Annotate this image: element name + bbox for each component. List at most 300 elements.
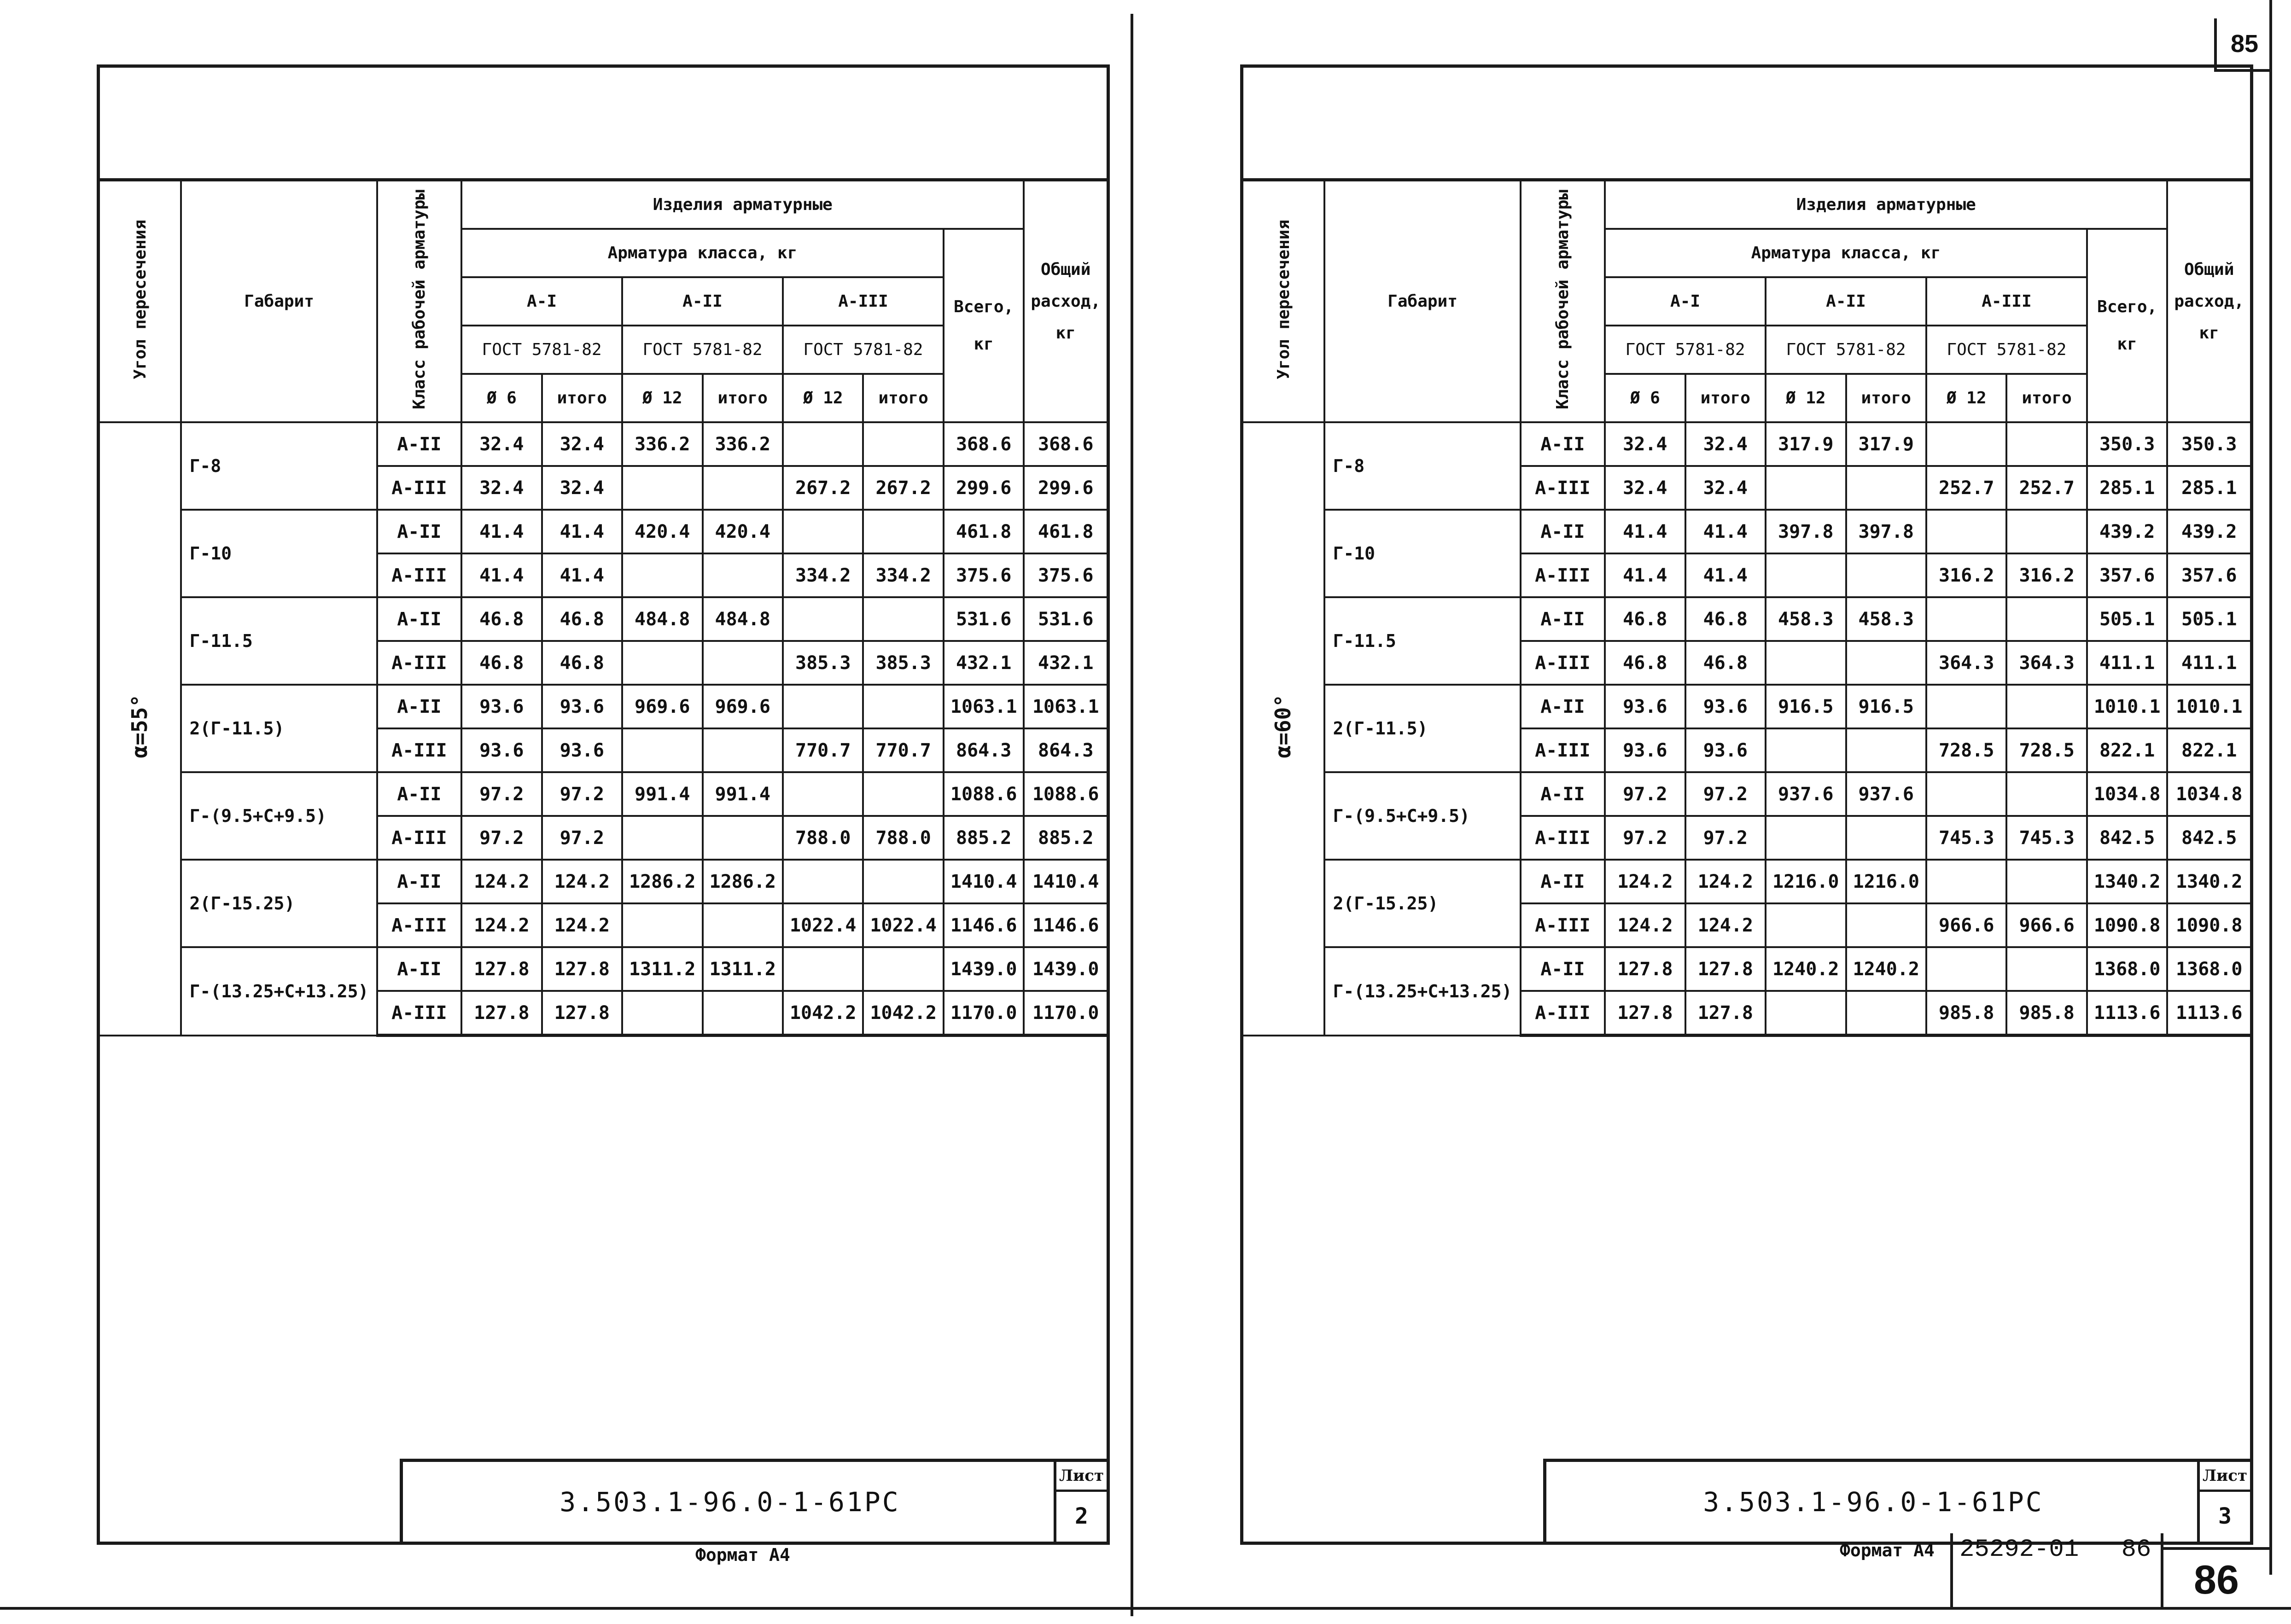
value-cell xyxy=(1766,903,1846,947)
value-cell: 127.8 xyxy=(1685,947,1766,991)
value-cell xyxy=(863,422,943,466)
value-cell: 93.6 xyxy=(1685,728,1766,772)
value-cell: 985.8 xyxy=(2006,991,2087,1036)
page-number-bottom: 86 xyxy=(2163,1547,2269,1610)
table-row xyxy=(100,860,1107,903)
header-sub: Ø 12 xyxy=(622,374,702,422)
header-obshiy-line1: Общий xyxy=(2184,260,2234,279)
table-row xyxy=(100,772,1107,816)
value-cell: 1368.0 xyxy=(2167,947,2250,991)
value-cell: 97.2 xyxy=(1685,772,1766,816)
class-cell: А-II xyxy=(1521,597,1605,641)
value-cell: 916.5 xyxy=(1846,685,1926,728)
value-cell: 124.2 xyxy=(1685,860,1766,903)
value-cell: 357.6 xyxy=(2087,553,2168,597)
value-cell: 41.4 xyxy=(461,553,542,597)
value-cell: 1439.0 xyxy=(1024,947,1107,991)
value-cell: 788.0 xyxy=(783,816,863,860)
value-cell: 842.5 xyxy=(2087,816,2168,860)
value-cell: 32.4 xyxy=(461,422,542,466)
value-cell xyxy=(703,641,783,685)
value-cell: 505.1 xyxy=(2167,597,2250,641)
value-cell: 1088.6 xyxy=(944,772,1024,816)
class-cell: А-III xyxy=(377,466,461,510)
archive-code xyxy=(1959,1536,2151,1564)
value-cell: 1063.1 xyxy=(1024,685,1107,728)
sheet-label: Лист xyxy=(1056,1462,1107,1492)
header-obshiy-line1: Общий xyxy=(1041,260,1091,279)
value-cell: 124.2 xyxy=(461,903,542,947)
value-cell: 531.6 xyxy=(944,597,1024,641)
value-cell: 531.6 xyxy=(1024,597,1107,641)
spec-table-left xyxy=(100,178,1107,1037)
value-cell: 1410.4 xyxy=(1024,860,1107,903)
value-cell: 46.8 xyxy=(1605,597,1685,641)
value-cell: 916.5 xyxy=(1766,685,1846,728)
header-vsego xyxy=(944,229,1024,422)
value-cell: 127.8 xyxy=(1685,991,1766,1036)
header-sub: итого xyxy=(2006,374,2087,422)
value-cell: 124.2 xyxy=(1605,860,1685,903)
value-cell: 364.3 xyxy=(2006,641,2087,685)
value-cell: 1216.0 xyxy=(1846,860,1926,903)
header-obshiy-line2: расход, xyxy=(2174,292,2244,311)
class-cell: А-II xyxy=(1521,772,1605,816)
value-cell xyxy=(622,728,702,772)
value-cell: 420.4 xyxy=(703,510,783,553)
header-class-col: А-II xyxy=(1766,277,1926,326)
header-class-text: Класс рабочей арматуры xyxy=(409,189,429,409)
value-cell: 969.6 xyxy=(622,685,702,728)
value-cell xyxy=(2006,597,2087,641)
header-vsego-text: Всего, xyxy=(2097,297,2157,316)
value-cell: 350.3 xyxy=(2167,422,2250,466)
header-armatura: Арматура класса, кг xyxy=(461,229,944,277)
value-cell xyxy=(1846,641,1926,685)
value-cell: 127.8 xyxy=(542,991,622,1036)
value-cell: 1146.6 xyxy=(944,903,1024,947)
value-cell: 745.3 xyxy=(2006,816,2087,860)
table-body xyxy=(1243,422,2250,1036)
value-cell: 1146.6 xyxy=(1024,903,1107,947)
class-cell: А-III xyxy=(377,553,461,597)
value-cell xyxy=(1766,641,1846,685)
value-cell: 97.2 xyxy=(542,816,622,860)
value-cell xyxy=(703,466,783,510)
header-gabarit: Габарит xyxy=(1324,180,1520,423)
value-cell xyxy=(1766,553,1846,597)
sheet-header-blank xyxy=(1243,68,2250,178)
value-cell: 1090.8 xyxy=(2087,903,2168,947)
value-cell: 1286.2 xyxy=(703,860,783,903)
sheet-number-box xyxy=(2197,1462,2250,1542)
archive-page: 86 xyxy=(2121,1536,2151,1564)
class-cell: А-II xyxy=(377,510,461,553)
value-cell: 788.0 xyxy=(863,816,943,860)
right-frame-line xyxy=(2269,0,2272,1575)
header-angle xyxy=(1243,180,1324,423)
value-cell: 124.2 xyxy=(1685,903,1766,947)
value-cell: 1034.8 xyxy=(2167,772,2250,816)
value-cell: 966.6 xyxy=(1926,903,2006,947)
title-block xyxy=(1543,1459,2250,1542)
value-cell: 385.3 xyxy=(783,641,863,685)
value-cell xyxy=(1846,903,1926,947)
header-class xyxy=(377,180,461,423)
value-cell: 32.4 xyxy=(1605,422,1685,466)
sheet-header-blank xyxy=(100,68,1107,178)
header-vsego xyxy=(2087,229,2168,422)
value-cell: 458.3 xyxy=(1766,597,1846,641)
value-cell: 991.4 xyxy=(622,772,702,816)
value-cell xyxy=(1926,772,2006,816)
doc-code: 3.503.1-96.0-1-61РС xyxy=(560,1486,900,1518)
value-cell: 93.6 xyxy=(461,728,542,772)
value-cell: 1170.0 xyxy=(1024,991,1107,1036)
value-cell: 41.4 xyxy=(1605,510,1685,553)
angle-label: α=60° xyxy=(1271,694,1296,758)
header-obshiy-line2: расход, xyxy=(1031,292,1101,311)
value-cell: 1042.2 xyxy=(783,991,863,1036)
value-cell xyxy=(622,991,702,1036)
value-cell: 124.2 xyxy=(1605,903,1685,947)
value-cell xyxy=(1926,510,2006,553)
class-cell: А-II xyxy=(1521,510,1605,553)
gabarit-cell: Г-8 xyxy=(181,422,377,510)
header-obshiy-unit: кг xyxy=(2199,324,2219,343)
value-cell xyxy=(2006,772,2087,816)
class-cell: А-III xyxy=(1521,728,1605,772)
header-class-col: А-II xyxy=(622,277,783,326)
class-cell: А-II xyxy=(377,860,461,903)
value-cell: 46.8 xyxy=(1685,597,1766,641)
header-vsego-unit: кг xyxy=(2117,335,2137,354)
value-cell xyxy=(1926,947,2006,991)
value-cell: 32.4 xyxy=(1685,422,1766,466)
class-cell: А-II xyxy=(1521,860,1605,903)
header-class-col: А-III xyxy=(1926,277,2087,326)
value-cell: 885.2 xyxy=(1024,816,1107,860)
value-cell: 505.1 xyxy=(2087,597,2168,641)
value-cell xyxy=(703,728,783,772)
value-cell: 334.2 xyxy=(783,553,863,597)
value-cell: 461.8 xyxy=(1024,510,1107,553)
value-cell: 368.6 xyxy=(1024,422,1107,466)
value-cell: 41.4 xyxy=(542,510,622,553)
center-divider xyxy=(1131,14,1133,1616)
value-cell: 439.2 xyxy=(2167,510,2250,553)
class-cell: А-II xyxy=(1521,422,1605,466)
sheet-number: 3 xyxy=(2218,1503,2232,1529)
value-cell: 458.3 xyxy=(1846,597,1926,641)
value-cell: 127.8 xyxy=(1605,947,1685,991)
value-cell xyxy=(783,685,863,728)
value-cell: 484.8 xyxy=(703,597,783,641)
value-cell: 1340.2 xyxy=(2087,860,2168,903)
value-cell: 46.8 xyxy=(461,597,542,641)
value-cell: 885.2 xyxy=(944,816,1024,860)
value-cell: 745.3 xyxy=(1926,816,2006,860)
value-cell: 439.2 xyxy=(2087,510,2168,553)
value-cell: 937.6 xyxy=(1766,772,1846,816)
value-cell: 822.1 xyxy=(2087,728,2168,772)
table-row xyxy=(1243,772,2250,816)
gabarit-cell: Г-10 xyxy=(181,510,377,597)
value-cell xyxy=(703,553,783,597)
value-cell: 32.4 xyxy=(1685,466,1766,510)
value-cell: 299.6 xyxy=(1024,466,1107,510)
value-cell: 1010.1 xyxy=(2087,685,2168,728)
header-class-col: А-III xyxy=(783,277,944,326)
value-cell: 93.6 xyxy=(1685,685,1766,728)
class-cell: А-III xyxy=(1521,641,1605,685)
value-cell xyxy=(783,772,863,816)
table-row xyxy=(100,947,1107,991)
value-cell: 93.6 xyxy=(542,728,622,772)
value-cell: 32.4 xyxy=(542,422,622,466)
value-cell: 385.3 xyxy=(863,641,943,685)
class-cell: А-II xyxy=(1521,947,1605,991)
value-cell: 41.4 xyxy=(542,553,622,597)
value-cell: 397.8 xyxy=(1846,510,1926,553)
angle-label: α=55° xyxy=(127,694,152,758)
value-cell: 93.6 xyxy=(1605,685,1685,728)
value-cell: 46.8 xyxy=(1605,641,1685,685)
value-cell xyxy=(622,903,702,947)
header-gost: ГОСТ 5781-82 xyxy=(783,326,944,374)
header-gost: ГОСТ 5781-82 xyxy=(1605,326,1766,374)
value-cell: 985.8 xyxy=(1926,991,2006,1036)
header-sub: итого xyxy=(703,374,783,422)
value-cell xyxy=(1766,991,1846,1036)
sheet-number: 2 xyxy=(1075,1503,1088,1529)
value-cell: 728.5 xyxy=(1926,728,2006,772)
value-cell: 842.5 xyxy=(2167,816,2250,860)
value-cell: 1010.1 xyxy=(2167,685,2250,728)
header-vsego-text: Всего, xyxy=(954,297,1014,316)
gabarit-cell: 2(Г-15.25) xyxy=(1324,860,1520,947)
value-cell: 1034.8 xyxy=(2087,772,2168,816)
header-sub: Ø 12 xyxy=(1926,374,2006,422)
title-block xyxy=(400,1459,1107,1542)
value-cell: 432.1 xyxy=(1024,641,1107,685)
value-cell: 937.6 xyxy=(1846,772,1926,816)
value-cell xyxy=(1846,728,1926,772)
value-cell: 46.8 xyxy=(542,641,622,685)
header-class xyxy=(1521,180,1605,423)
class-cell: А-III xyxy=(377,728,461,772)
header-class-col: А-I xyxy=(1605,277,1766,326)
value-cell: 411.1 xyxy=(2087,641,2168,685)
value-cell: 267.2 xyxy=(783,466,863,510)
header-sub: Ø 6 xyxy=(1605,374,1685,422)
value-cell: 969.6 xyxy=(703,685,783,728)
header-angle xyxy=(100,180,181,423)
value-cell: 32.4 xyxy=(542,466,622,510)
value-cell xyxy=(863,860,943,903)
value-cell xyxy=(863,597,943,641)
value-cell xyxy=(1926,597,2006,641)
value-cell: 411.1 xyxy=(2167,641,2250,685)
angle-cell xyxy=(100,422,181,1036)
value-cell: 46.8 xyxy=(461,641,542,685)
value-cell: 46.8 xyxy=(1685,641,1766,685)
value-cell: 966.6 xyxy=(2006,903,2087,947)
value-cell: 285.1 xyxy=(2087,466,2168,510)
header-angle-text: Угол пересечения xyxy=(1274,219,1293,379)
table-body xyxy=(100,422,1107,1036)
value-cell xyxy=(783,860,863,903)
value-cell xyxy=(622,816,702,860)
value-cell xyxy=(1846,553,1926,597)
class-cell: А-III xyxy=(377,641,461,685)
table-header xyxy=(100,180,1107,423)
value-cell: 41.4 xyxy=(1685,510,1766,553)
value-cell: 93.6 xyxy=(1605,728,1685,772)
angle-cell xyxy=(1243,422,1324,1036)
value-cell: 317.9 xyxy=(1766,422,1846,466)
value-cell: 432.1 xyxy=(944,641,1024,685)
class-cell: А-II xyxy=(377,947,461,991)
header-gost: ГОСТ 5781-82 xyxy=(461,326,622,374)
value-cell xyxy=(703,816,783,860)
value-cell xyxy=(2006,422,2087,466)
value-cell: 336.2 xyxy=(622,422,702,466)
value-cell xyxy=(1926,422,2006,466)
value-cell: 368.6 xyxy=(944,422,1024,466)
value-cell: 32.4 xyxy=(461,466,542,510)
header-izdeliya: Изделия арматурные xyxy=(461,180,1024,229)
value-cell: 46.8 xyxy=(542,597,622,641)
value-cell xyxy=(1846,816,1926,860)
header-armatura: Арматура класса, кг xyxy=(1605,229,2087,277)
gabarit-cell: Г-(13.25+С+13.25) xyxy=(1324,947,1520,1036)
class-cell: А-III xyxy=(1521,991,1605,1036)
value-cell: 350.3 xyxy=(2087,422,2168,466)
value-cell: 375.6 xyxy=(1024,553,1107,597)
class-cell: А-II xyxy=(377,772,461,816)
class-cell: А-II xyxy=(377,685,461,728)
value-cell xyxy=(622,641,702,685)
value-cell: 1311.2 xyxy=(622,947,702,991)
value-cell: 97.2 xyxy=(542,772,622,816)
header-sub: итого xyxy=(863,374,943,422)
value-cell: 822.1 xyxy=(2167,728,2250,772)
value-cell: 124.2 xyxy=(461,860,542,903)
table-row xyxy=(100,510,1107,553)
value-cell: 1088.6 xyxy=(1024,772,1107,816)
value-cell: 267.2 xyxy=(863,466,943,510)
header-gabarit: Габарит xyxy=(181,180,377,423)
class-cell: А-II xyxy=(1521,685,1605,728)
value-cell: 420.4 xyxy=(622,510,702,553)
table-header xyxy=(1243,180,2250,423)
value-cell: 1311.2 xyxy=(703,947,783,991)
class-cell: А-III xyxy=(1521,553,1605,597)
header-sub: итого xyxy=(1846,374,1926,422)
value-cell xyxy=(703,991,783,1036)
sheet-label: Лист xyxy=(2200,1462,2250,1492)
value-cell: 97.2 xyxy=(1605,772,1685,816)
value-cell: 1240.2 xyxy=(1846,947,1926,991)
header-obshiy xyxy=(1024,180,1107,423)
class-cell: А-III xyxy=(1521,816,1605,860)
header-class-col: А-I xyxy=(461,277,622,326)
value-cell: 770.7 xyxy=(783,728,863,772)
value-cell: 285.1 xyxy=(2167,466,2250,510)
page-number-top: 85 xyxy=(2214,18,2272,72)
value-cell xyxy=(1926,685,2006,728)
value-cell: 316.2 xyxy=(2006,553,2087,597)
value-cell xyxy=(863,772,943,816)
table-row xyxy=(1243,947,2250,991)
value-cell: 299.6 xyxy=(944,466,1024,510)
value-cell xyxy=(783,947,863,991)
value-cell: 97.2 xyxy=(461,816,542,860)
value-cell: 127.8 xyxy=(542,947,622,991)
class-cell: А-III xyxy=(1521,466,1605,510)
header-gost: ГОСТ 5781-82 xyxy=(1766,326,1926,374)
value-cell xyxy=(1766,466,1846,510)
value-cell: 397.8 xyxy=(1766,510,1846,553)
value-cell: 1286.2 xyxy=(622,860,702,903)
value-cell: 991.4 xyxy=(703,772,783,816)
header-gost: ГОСТ 5781-82 xyxy=(622,326,783,374)
value-cell xyxy=(783,597,863,641)
format-label-left: Формат А4 xyxy=(695,1545,790,1565)
class-cell: А-III xyxy=(377,816,461,860)
value-cell xyxy=(863,947,943,991)
table-row xyxy=(1243,860,2250,903)
value-cell: 1170.0 xyxy=(944,991,1024,1036)
value-cell: 1090.8 xyxy=(2167,903,2250,947)
value-cell: 97.2 xyxy=(1685,816,1766,860)
table-row xyxy=(1243,510,2250,553)
header-sub: Ø 12 xyxy=(1766,374,1846,422)
gabarit-cell: Г-11.5 xyxy=(1324,597,1520,685)
spec-table-right xyxy=(1243,178,2250,1037)
value-cell xyxy=(783,422,863,466)
header-sub: Ø 6 xyxy=(461,374,542,422)
value-cell: 127.8 xyxy=(461,947,542,991)
value-cell xyxy=(703,903,783,947)
gabarit-cell: 2(Г-11.5) xyxy=(1324,685,1520,772)
value-cell xyxy=(2006,510,2087,553)
bottom-frame-line xyxy=(0,1607,2291,1610)
value-cell xyxy=(1766,728,1846,772)
value-cell xyxy=(1926,860,2006,903)
header-class-text: Класс рабочей арматуры xyxy=(1553,189,1572,409)
sheet-number-box xyxy=(1054,1462,1107,1542)
table-row xyxy=(1243,685,2250,728)
value-cell: 1439.0 xyxy=(944,947,1024,991)
value-cell: 484.8 xyxy=(622,597,702,641)
value-cell: 1113.6 xyxy=(2087,991,2168,1036)
class-cell: А-II xyxy=(377,422,461,466)
value-cell xyxy=(2006,860,2087,903)
gabarit-cell: Г-(9.5+С+9.5) xyxy=(1324,772,1520,860)
sheet-right xyxy=(1240,64,2253,1545)
header-izdeliya: Изделия арматурные xyxy=(1605,180,2167,229)
value-cell: 1042.2 xyxy=(863,991,943,1036)
value-cell xyxy=(863,685,943,728)
header-sub: Ø 12 xyxy=(783,374,863,422)
doc-code: 3.503.1-96.0-1-61РС xyxy=(1703,1486,2044,1518)
table-row xyxy=(1243,597,2250,641)
gabarit-cell: Г-(13.25+С+13.25) xyxy=(181,947,377,1036)
value-cell: 864.3 xyxy=(944,728,1024,772)
header-angle-text: Угол пересечения xyxy=(130,219,150,379)
